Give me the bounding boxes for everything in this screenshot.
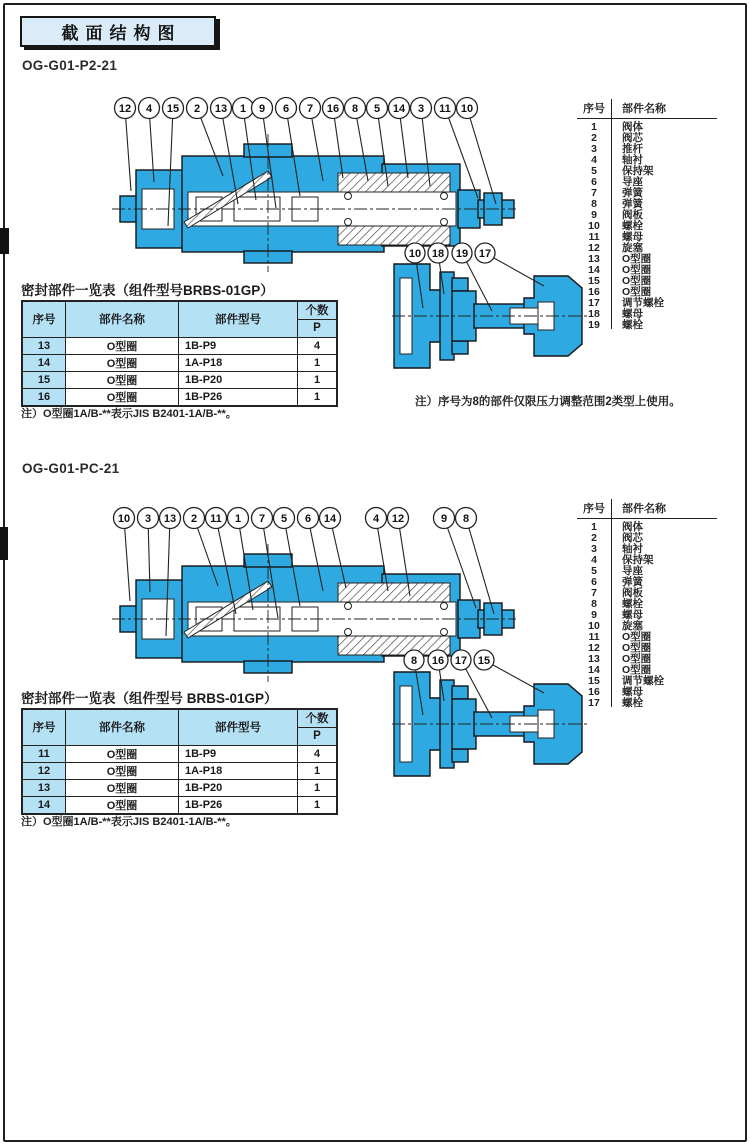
part-name: 保持架: [622, 165, 654, 177]
part-no: 17: [588, 697, 600, 709]
part-no: 6: [591, 176, 597, 188]
adjuster-body-drawing: [392, 264, 590, 368]
part-no: 1: [591, 121, 597, 133]
part-name: 导座: [622, 176, 643, 188]
part-name: O型圈: [622, 664, 652, 676]
part-name: O型圈: [622, 631, 652, 643]
part-no: 3: [591, 143, 597, 155]
seal-parts-table-1: [21, 300, 338, 407]
left-edge-index-tab: [0, 228, 9, 254]
callout-number: 6: [304, 512, 312, 525]
part-no: 9: [591, 209, 597, 221]
callout-number: 5: [280, 512, 288, 525]
callout-number: 4: [372, 512, 380, 525]
callout-number: 7: [306, 102, 314, 115]
part-name: 弹簧: [622, 198, 643, 210]
part-no: 17: [588, 297, 600, 309]
seal-col-no: 序号: [22, 709, 66, 745]
seal-table-row: [22, 337, 337, 354]
part-name: 阀体: [622, 521, 643, 533]
callout-number: 3: [417, 102, 425, 115]
section-title-bar: [20, 16, 216, 47]
part-no: 19: [588, 319, 600, 331]
part-no: 16: [588, 686, 600, 698]
callout-number: 9: [258, 102, 266, 115]
part-no: 18: [588, 308, 600, 320]
part-no: 6: [591, 576, 597, 588]
part-name: 弹簧: [622, 187, 643, 199]
part-name: 螺栓: [622, 598, 643, 610]
seal-no: 15: [22, 371, 66, 388]
callout-number: 15: [477, 654, 491, 667]
callout-number: 17: [454, 654, 468, 667]
callout-number: 11: [439, 102, 451, 115]
part-name: 阀板: [622, 209, 643, 221]
callout-number: 9: [440, 512, 448, 525]
seal-model: 1B-P20: [179, 779, 298, 796]
seal-name: O型圈: [66, 337, 179, 354]
part-no: 4: [591, 154, 597, 166]
seal-col-qty: 个数: [298, 709, 338, 727]
parts-list-1: [577, 99, 717, 331]
seal-no: 13: [22, 337, 66, 354]
callout-number: 5: [373, 102, 381, 115]
callout-number: 15: [166, 102, 180, 115]
callout-number: 10: [460, 102, 474, 115]
callout-number: 2: [190, 512, 198, 525]
seal-qty: 1: [298, 779, 338, 796]
parts-list-row: [577, 133, 717, 144]
seal-name: O型圈: [66, 388, 179, 406]
part-name: 轴衬: [622, 543, 643, 555]
seal-qty: 1: [298, 796, 338, 814]
part-no: 9: [591, 609, 597, 621]
seal-model: 1A-P18: [179, 354, 298, 371]
part-name: O型圈: [622, 264, 652, 276]
callout-number: 10: [408, 247, 422, 260]
parts-list-row: [577, 566, 717, 577]
part-name: 调节螺栓: [622, 675, 664, 687]
seal-model: 1B-P20: [179, 371, 298, 388]
seal-table-row: [22, 762, 337, 779]
col-header-no: 序号: [583, 502, 605, 515]
part-no: 1: [591, 521, 597, 533]
parts-list-2: [577, 499, 717, 709]
part-no: 13: [588, 653, 600, 665]
seal-qty: 4: [298, 337, 338, 354]
seal-model: 1B-P26: [179, 388, 298, 406]
parts-list-row: [577, 588, 717, 599]
parts-list-rows: [577, 119, 717, 331]
parts-list-rows: [577, 519, 717, 709]
seal-name: O型圈: [66, 796, 179, 814]
callout-number: 16: [326, 102, 340, 115]
seal-parts-table-2: [21, 708, 338, 815]
seal-model: 1A-P18: [179, 762, 298, 779]
part-no: 12: [588, 242, 600, 254]
part-name: 旋塞: [622, 620, 643, 632]
parts-list-row: [577, 199, 717, 210]
callout-number: 17: [478, 247, 492, 260]
seal-model: 1B-P9: [179, 745, 298, 762]
part-no: 14: [588, 664, 600, 676]
part-name: 旋塞: [622, 242, 643, 254]
callout-number: 6: [282, 102, 290, 115]
seal-table-title-1: 密封部件一览表（组件型号BRBS-01GP）: [21, 283, 274, 298]
seal-no: 16: [22, 388, 66, 406]
part-no: 2: [591, 132, 597, 144]
parts-list-row: [577, 599, 717, 610]
seal-model: 1B-P26: [179, 796, 298, 814]
col-header-name: 部件名称: [622, 502, 666, 515]
section-title: 截面结构图: [61, 24, 182, 43]
seal-col-qty: 个数: [298, 301, 338, 319]
part-name: O型圈: [622, 642, 652, 654]
seal-name: O型圈: [66, 371, 179, 388]
callout-number: 4: [145, 102, 153, 115]
seal-col-qty-sub: P: [298, 727, 338, 745]
callout-number: 10: [117, 512, 131, 525]
part-name: 推杆: [622, 143, 643, 155]
part-name: 阀体: [622, 121, 643, 133]
part-no: 14: [588, 264, 600, 276]
part-name: O型圈: [622, 253, 652, 265]
part-no: 12: [588, 642, 600, 654]
callout-number: 8: [410, 654, 418, 667]
part-no: 3: [591, 543, 597, 555]
table-divider: [611, 99, 612, 329]
part-name: 螺母: [622, 609, 643, 621]
parts-list-row: [577, 166, 717, 177]
seal-col-model: 部件型号: [179, 709, 298, 745]
parts-list-row: [577, 577, 717, 588]
col-header-no: 序号: [583, 102, 605, 115]
part-name: 螺栓: [622, 220, 643, 232]
callout-number: 16: [431, 654, 445, 667]
pressure-range-note: 注）序号为8的部件仅限压力调整范围2类型上使用。: [415, 396, 681, 408]
seal-no: 12: [22, 762, 66, 779]
parts-list-header: [577, 99, 717, 119]
seal-qty: 4: [298, 745, 338, 762]
part-no: 5: [591, 165, 597, 177]
seal-name: O型圈: [66, 745, 179, 762]
seal-no: 14: [22, 796, 66, 814]
part-name: O型圈: [622, 286, 652, 298]
callout-leader-line: [124, 518, 130, 601]
seal-col-name: 部件名称: [66, 709, 179, 745]
model-number-1: OG-G01-P2-21: [22, 58, 118, 73]
part-no: 16: [588, 286, 600, 298]
part-name: 调节螺栓: [622, 297, 664, 309]
left-edge-index-tab: [0, 527, 8, 560]
part-name: 螺母: [622, 231, 643, 243]
seal-col-model: 部件型号: [179, 301, 298, 337]
part-name: 轴衬: [622, 154, 643, 166]
callout-number: 12: [118, 102, 132, 115]
seal-name: O型圈: [66, 354, 179, 371]
callout-number: 19: [455, 247, 469, 260]
callout-number: 13: [214, 102, 228, 115]
part-no: 13: [588, 253, 600, 265]
adjuster-body-drawing: [392, 672, 590, 776]
part-no: 5: [591, 565, 597, 577]
seal-no: 11: [22, 745, 66, 762]
seal-col-no: 序号: [22, 301, 66, 337]
seal-note-1: 注）O型圈1A/B-**表示JIS B2401-1A/B-**。: [21, 408, 237, 420]
part-name: 螺母: [622, 308, 643, 320]
part-name: 导座: [622, 565, 643, 577]
parts-list-row: [577, 533, 717, 544]
part-no: 8: [591, 598, 597, 610]
seal-table-row: [22, 388, 337, 406]
callout-number: 14: [392, 102, 406, 115]
callout-number: 11: [210, 512, 222, 525]
part-no: 2: [591, 532, 597, 544]
part-no: 11: [588, 631, 600, 643]
part-no: 10: [588, 620, 600, 632]
part-no: 10: [588, 220, 600, 232]
callout-number: 8: [462, 512, 470, 525]
part-name: 螺栓: [622, 697, 643, 709]
seal-table-row: [22, 745, 337, 762]
seal-col-name: 部件名称: [66, 301, 179, 337]
part-no: 15: [588, 275, 600, 287]
part-no: 11: [588, 231, 600, 243]
callout-number: 1: [239, 102, 247, 115]
parts-list-row: [577, 555, 717, 566]
seal-no: 13: [22, 779, 66, 796]
seal-qty: 1: [298, 354, 338, 371]
parts-list-header: [577, 499, 717, 519]
seal-model: 1B-P9: [179, 337, 298, 354]
part-name: 阀芯: [622, 132, 643, 144]
parts-list-row: [577, 177, 717, 188]
seal-table-title-2: 密封部件一览表（组件型号 BRBS-01GP）: [21, 691, 278, 706]
part-name: 阀芯: [622, 532, 643, 544]
parts-list-row: [577, 522, 717, 533]
col-header-name: 部件名称: [622, 102, 666, 115]
parts-list-row: [577, 320, 717, 331]
part-name: 螺栓: [622, 319, 643, 331]
part-name: 保持架: [622, 554, 654, 566]
parts-list-row: [577, 122, 717, 133]
seal-col-qty-sub: P: [298, 319, 338, 337]
callout-number: 7: [258, 512, 266, 525]
callout-number: 18: [431, 247, 445, 260]
callout-number: 8: [351, 102, 359, 115]
parts-list-row: [577, 188, 717, 199]
part-no: 4: [591, 554, 597, 566]
seal-table-row: [22, 779, 337, 796]
callout-number: 12: [391, 512, 405, 525]
part-name: O型圈: [622, 275, 652, 287]
callout-number: 2: [193, 102, 201, 115]
seal-qty: 1: [298, 388, 338, 406]
part-no: 8: [591, 198, 597, 210]
seal-no: 14: [22, 354, 66, 371]
part-name: 阀板: [622, 587, 643, 599]
seal-qty: 1: [298, 371, 338, 388]
callout-leader-line: [125, 108, 131, 191]
seal-table-row: [22, 354, 337, 371]
model-number-2: OG-G01-PC-21: [22, 461, 120, 476]
part-no: 7: [591, 187, 597, 199]
callout-number: 13: [163, 512, 177, 525]
callout-number: 14: [323, 512, 337, 525]
parts-list-row: [577, 698, 717, 709]
seal-table-row: [22, 371, 337, 388]
part-name: 弹簧: [622, 576, 643, 588]
parts-list-row: [577, 144, 717, 155]
table-divider: [611, 499, 612, 707]
part-no: 15: [588, 675, 600, 687]
part-no: 7: [591, 587, 597, 599]
seal-table-row: [22, 796, 337, 814]
seal-name: O型圈: [66, 779, 179, 796]
seal-note-2: 注）O型圈1A/B-**表示JIS B2401-1A/B-**。: [21, 816, 237, 828]
adjuster-detail-diagram-1: [392, 238, 592, 383]
callout-number: 3: [144, 512, 152, 525]
seal-qty: 1: [298, 762, 338, 779]
adjuster-detail-diagram-2: [392, 646, 592, 786]
seal-name: O型圈: [66, 762, 179, 779]
part-name: O型圈: [622, 653, 652, 665]
part-name: 螺母: [622, 686, 643, 698]
callout-number: 1: [234, 512, 242, 525]
